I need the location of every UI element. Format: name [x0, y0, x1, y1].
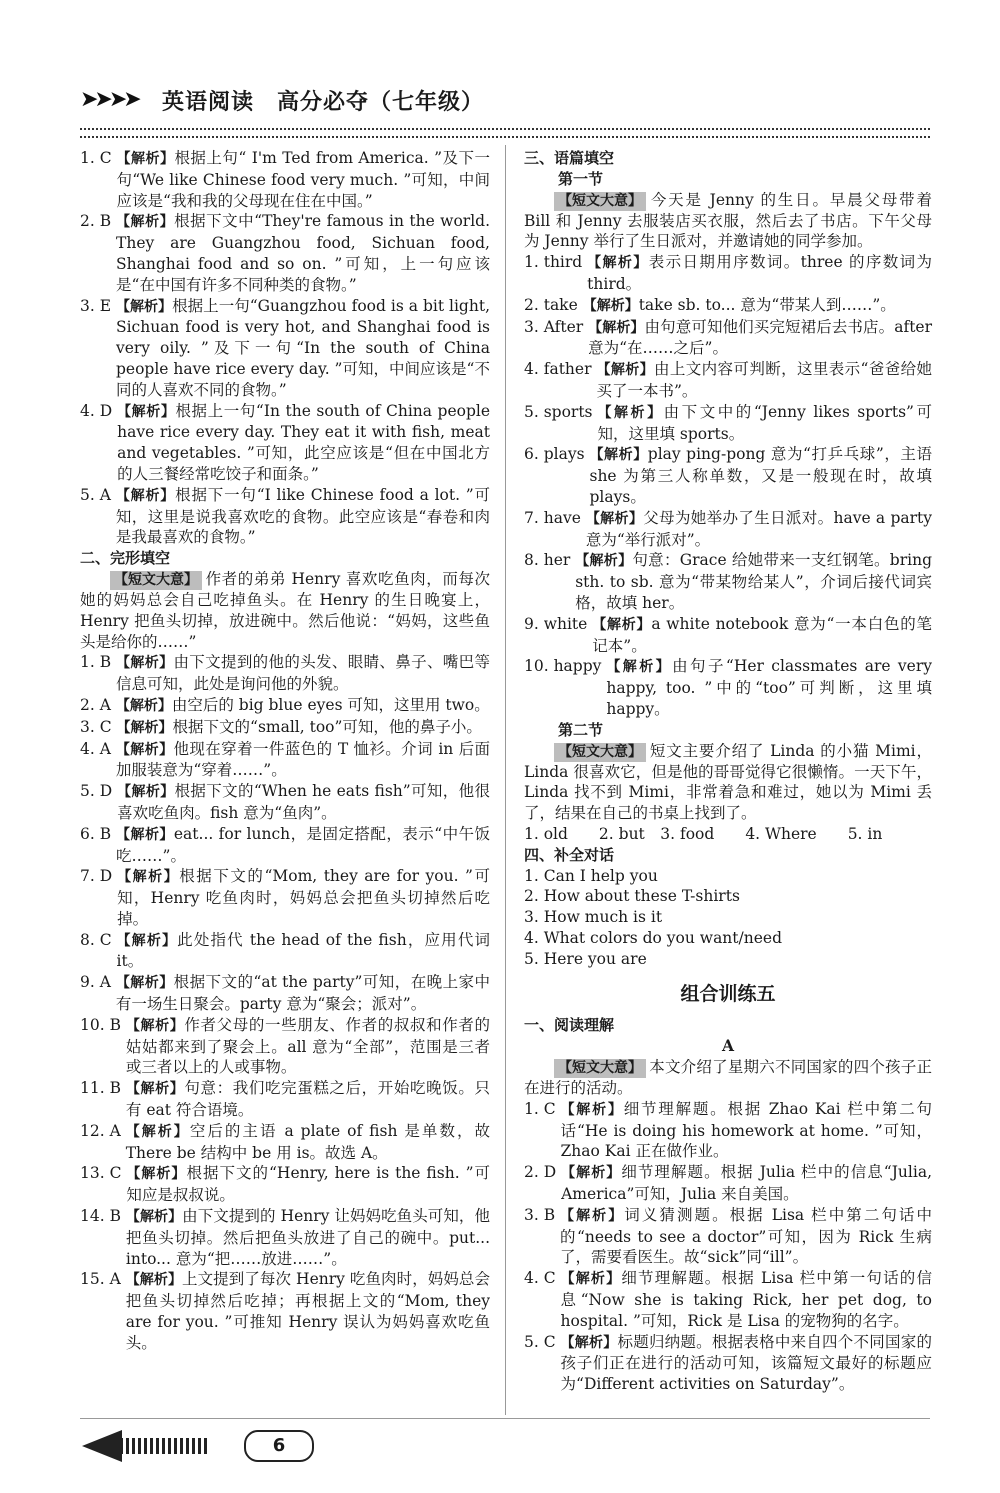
answer-number: 9. A — [80, 973, 111, 992]
answer-item — [524, 317, 932, 360]
book-title: 英语阅读 高分必夺（七年级） — [162, 90, 485, 115]
answer-number: 8. C — [80, 930, 112, 949]
answer-explanation: 【解析】根据下文的“small, too”可知，他的鼻子小。 — [116, 717, 482, 736]
analysis-tag: 【解析】 — [587, 255, 649, 272]
analysis-tag: 【解析】 — [560, 1101, 624, 1118]
answer-number: 3. After — [524, 317, 584, 336]
analysis-tag: 【解析】 — [126, 1166, 187, 1183]
answer-item — [524, 295, 932, 317]
answer-number: 3. C — [80, 717, 112, 736]
answer-item — [524, 1332, 932, 1395]
analysis-tag: 【解析】 — [561, 1165, 622, 1182]
answer-number: 6. B — [80, 824, 112, 843]
summary-badge: 【短文大意】 — [110, 571, 202, 590]
answer-number: 1. C — [524, 1099, 556, 1118]
answer-explanation: 【解析】由下文提到的 Henry 让妈妈吃鱼头可知，他把鱼头切掉。然后把鱼头放进了自己的碗中。put... into... 意为“把……放进……”。 — [125, 1207, 490, 1268]
answer-explanation: 【解析】由下文提到的他的头发、眼睛、鼻子、嘴巴等信息可知，此处是询问他的外貌。 — [116, 653, 490, 694]
footer-rule — [80, 1418, 930, 1419]
analysis-tag: 【解析】 — [116, 151, 175, 167]
page-footer — [80, 1418, 940, 1478]
section-title-cloze: 二、完形填空 — [80, 549, 171, 568]
reading-summary — [524, 1057, 932, 1099]
answer-item — [524, 444, 932, 507]
answer-explanation: 【解析】细节理解题。根据 Lisa 栏中第一句话的信息“Now she is taking Rick, her pet dog, to hospital. ”可知，Rick 是 Lisa 的宠物狗的名字。 — [560, 1269, 932, 1330]
answer-explanation: 【解析】作者父母的一些朋友、作者的叔叔和作者的姑姑都来到了聚会上。all 意为“全部”，范围是三者或三者以上的人或事物。 — [125, 1015, 490, 1077]
answer-number: 2. take — [524, 295, 578, 314]
answer-explanation: 【解析】eat... for lunch，是固定搭配，表示“中午饭吃……”。 — [116, 824, 490, 865]
answer-number: 4. D — [80, 401, 113, 420]
analysis-tag: 【解析】 — [115, 741, 174, 758]
analysis-tag: 【解析】 — [589, 447, 648, 464]
answer-explanation: 【解析】句意：Grace 给她带来一支红钢笔。bring sth. to sb. 意为“带某物给某人”，介词后接代词宾格，故填 her。 — [575, 551, 932, 612]
answer-number: 5. sports — [524, 402, 593, 421]
analysis-tag: 【解析】 — [115, 697, 172, 714]
answer-number: 5. C — [524, 1332, 556, 1351]
group-title: 组合训练五 — [680, 983, 776, 1006]
answer-number: 7. D — [80, 867, 113, 886]
answer-number: 1. third — [524, 253, 583, 272]
cloze-answers — [80, 652, 490, 1353]
column-divider — [505, 145, 506, 1415]
answer-explanation: 【解析】根据上句“ I'm Ted from America. ”及下一句“We like Chinese food very much. ”可知，中间应该是“我和我的父母现在住在中国。” — [116, 149, 490, 210]
answer-number: 14. B — [80, 1207, 121, 1226]
answer-item — [80, 1121, 490, 1164]
analysis-tag: 【解析】 — [575, 553, 633, 570]
answer-explanation: 【解析】根据下文的“Henry, here is the fish. ”可知应是叔叔说。 — [126, 1164, 491, 1205]
answer-item — [80, 1269, 490, 1353]
analysis-tag: 【解析】 — [116, 655, 174, 672]
right-column — [524, 148, 932, 1395]
section-title-dialogue: 四、补全对话 — [524, 845, 615, 864]
answer-number: 2. D — [524, 1163, 557, 1182]
answer-number: 1. B — [80, 653, 112, 672]
analysis-tag: 【解析】 — [117, 784, 175, 801]
reading-answers-5 — [524, 1099, 932, 1395]
answer-number: 15. A — [80, 1270, 121, 1289]
answer-number: 11. B — [80, 1079, 121, 1098]
subsection-title-1: 第一节 — [558, 169, 604, 188]
reading-answers — [80, 148, 490, 548]
answer-item — [524, 1099, 932, 1162]
answer-explanation: 【解析】表示日期用序数词。three 的序数词为 third。 — [587, 253, 932, 293]
dialogue-answers — [524, 866, 932, 970]
section-title-reading: 一、阅读理解 — [524, 1016, 615, 1035]
analysis-tag: 【解析】 — [116, 932, 178, 949]
answer-explanation: 【解析】空后的主语 a plate of fish 是单数，故 There be 结构中 be 用 is。故选 A。 — [125, 1121, 490, 1162]
page-header — [80, 88, 940, 138]
dialogue-line: 5. Here you are — [524, 949, 647, 968]
answer-item — [80, 972, 490, 1015]
analysis-tag: 【解析】 — [117, 403, 176, 420]
cloze-summary — [80, 569, 490, 652]
answer-item — [80, 695, 490, 717]
answer-explanation: 【解析】根据下文中“They're famous in the world. They are Guangzhou food, Sichuan food, Shanghai food and so on. ”可知，上一句应该是“在中国有许多不同种类的食物。” — [116, 212, 491, 294]
analysis-tag: 【解析】 — [606, 659, 673, 676]
answer-explanation: 【解析】a white notebook 意为“一本白色的笔记本”。 — [592, 614, 932, 655]
answer-explanation: 【解析】他现在穿着一件蓝色的 T 恤衫。介词 in 后面加服装意为“穿着……”。 — [115, 739, 490, 780]
answer-explanation: 【解析】细节理解题。根据 Julia 栏中的信息“Julia, America”可知，Julia 来自美国。 — [561, 1163, 932, 1204]
summary-text: 短文主要介绍了 Linda 的小猫 Mimi，Linda 很喜欢它，但是他的哥哥觉得它很懒惰。一天下午，Linda 找不到 Mimi，非常着急和难过，她以为 Mimi 丢了，结果在自己的书桌上找到了。 — [524, 741, 932, 823]
passage-fill-answers — [524, 252, 932, 720]
answer-item — [80, 296, 490, 401]
answer-number: 13. C — [80, 1164, 122, 1183]
analysis-tag: 【解析】 — [592, 616, 652, 633]
answer-explanation: 【解析】根据上一句“Guangzhou food is a bit light, Sichuan food is very hot, and Shanghai food is very oily. ”及下一句“In the south of China people have rice every day. ”可知，中间应该是“不同的人喜欢不同的食物。” — [115, 296, 490, 399]
dialogue-line: 1. Can I help you — [524, 866, 658, 885]
answer-explanation: 【解析】根据下文的“at the party”可知，在晚上家中有一场生日聚会。party 意为“聚会；派对”。 — [115, 973, 490, 1014]
analysis-tag: 【解析】 — [560, 1207, 625, 1224]
answer-number: 5. D — [80, 782, 113, 801]
answer-number: 4. father — [524, 360, 592, 379]
passage-letter: A — [721, 1036, 735, 1056]
answer-number: 4. C — [524, 1269, 556, 1288]
answer-item — [524, 402, 932, 445]
analysis-tag: 【解析】 — [596, 362, 654, 379]
header-rule — [80, 128, 930, 138]
answer-item — [80, 866, 490, 929]
analysis-tag: 【解析】 — [125, 1081, 185, 1098]
analysis-tag: 【解析】 — [116, 826, 174, 843]
arrow-decoration-icon: ➤➤➤➤ — [80, 87, 138, 112]
analysis-tag: 【解析】 — [115, 298, 173, 315]
summary-text: 今天是 Jenny 的生日。早晨父母带着 Bill 和 Jenny 去服装店买衣服，然后去了书店。下午父母为 Jenny 举行了生日派对，并邀请她的同学参加。 — [524, 190, 932, 251]
answer-explanation: 【解析】上文提到了每次 Henry 吃鱼肉时，妈妈总会把鱼头切掉然后吃掉；再根据上文的“Mom, they are for you. ”可推知 Henry 误认为妈妈喜欢吃鱼头。 — [125, 1270, 491, 1352]
analysis-tag: 【解析】 — [588, 319, 645, 336]
analysis-tag: 【解析】 — [597, 404, 664, 421]
answer-number: 10. happy — [524, 657, 602, 676]
left-arrow-icon — [82, 1430, 122, 1462]
answer-item — [80, 652, 490, 695]
answer-explanation: 【解析】take sb. to... 意为“带某人到……”。 — [582, 295, 896, 314]
analysis-tag: 【解析】 — [560, 1334, 618, 1351]
answer-item — [524, 614, 932, 657]
answer-explanation: 【解析】根据下文的“When he eats fish”可知，他很喜欢吃鱼肉。fish 意为“鱼肉”。 — [117, 782, 490, 822]
analysis-tag: 【解析】 — [116, 214, 175, 231]
answer-number: 6. plays — [524, 445, 585, 464]
analysis-tag: 【解析】 — [116, 719, 173, 736]
answer-explanation: 【解析】由句子“Her classmates are very happy, too. ”中的“too”可判断，这里填 happy。 — [606, 657, 933, 718]
answer-number: 5. A — [80, 485, 111, 504]
dialogue-line: 2. How about these T-shirts — [524, 887, 740, 906]
summary-badge: 【短文大意】 — [554, 743, 646, 762]
answer-number: 7. have — [524, 508, 581, 527]
answer-explanation: 【解析】play ping-pong 意为“打乒乓球”，主语 she 为第三人称单数，又是一般现在时，故填 plays。 — [589, 445, 932, 506]
answer-item — [80, 1015, 490, 1078]
passage-fill-answers-2: 1. old 2. but 3. food 4. Where 5. in — [524, 824, 883, 843]
answer-item — [80, 717, 490, 739]
analysis-tag: 【解析】 — [125, 1017, 185, 1034]
answer-item — [80, 1078, 490, 1121]
answer-item — [80, 211, 490, 295]
answer-explanation: 【解析】此处指代 the head of the fish，应用代词 it。 — [116, 930, 490, 971]
analysis-tag: 【解析】 — [582, 297, 639, 314]
analysis-tag: 【解析】 — [125, 1123, 190, 1140]
answer-explanation: 【解析】根据下一句“I like Chinese food a lot. ”可知，这里是说我喜欢吃的食物。此空应该是“春卷和肉是我最喜欢的食物。” — [115, 485, 491, 547]
analysis-tag: 【解析】 — [585, 510, 644, 527]
answer-item — [524, 1268, 932, 1331]
answer-item — [524, 1205, 932, 1268]
answer-item — [80, 824, 490, 867]
answer-explanation: 【解析】由句意可知他们买完短裙后去书店。after 意为“在……之后”。 — [588, 317, 932, 358]
answer-item — [80, 739, 490, 782]
answer-item — [80, 401, 490, 485]
answer-item — [80, 781, 490, 824]
answer-item — [80, 1163, 490, 1206]
summary-badge: 【短文大意】 — [554, 192, 646, 211]
answer-number: 10. B — [80, 1015, 121, 1034]
dialogue-line: 4. What colors do you want/need — [524, 928, 782, 947]
answer-item — [80, 930, 490, 973]
answer-explanation: 【解析】根据下文的“Mom, they are for you. ”可知，Henry 吃鱼肉时，妈妈总会把鱼头切掉然后吃掉。 — [117, 867, 490, 928]
page-number: 6 — [244, 1430, 314, 1462]
answer-explanation: 【解析】句意：我们吃完蛋糕之后，开始吃晚饭。只有 eat 符合语境。 — [125, 1079, 490, 1120]
answer-item — [524, 359, 932, 402]
answer-number: 9. white — [524, 614, 588, 633]
answer-number: 2. A — [80, 695, 111, 714]
answer-explanation: 【解析】由上文内容可判断，这里表示“爸爸给她买了一本书”。 — [596, 360, 933, 400]
answer-item — [524, 1162, 932, 1205]
left-column — [80, 148, 490, 1354]
dialogue-line: 3. How much is it — [524, 908, 663, 927]
analysis-tag: 【解析】 — [125, 1209, 183, 1226]
answer-item — [80, 148, 490, 211]
answer-explanation: 【解析】由空后的 big blue eyes 可知，这里用 two。 — [115, 695, 490, 714]
answer-item — [524, 508, 932, 551]
answer-explanation: 【解析】细节理解题。根据 Zhao Kai 栏中第二句话“He is doing his homework at home. ”可知，Zhao Kai 正在做作业。 — [560, 1099, 933, 1161]
answer-item — [80, 485, 490, 548]
passage-summary-2 — [524, 741, 932, 824]
answer-item — [80, 1206, 490, 1269]
analysis-tag: 【解析】 — [117, 869, 180, 886]
answer-number: 2. B — [80, 212, 112, 231]
summary-text: 作者的弟弟 Henry 喜欢吃鱼肉，而每次她的妈妈总会自己吃掉鱼头。在 Henry 的生日晚宴上，Henry 把鱼头切掉，放进碗中。然后他说：“妈妈，这些鱼头是给你的……” — [80, 569, 490, 651]
answer-explanation: 【解析】根据上一句“In the south of China people have rice every day. They eat it with fish, meat and vegetables. ”可知，此空应该是“但在中国北方的人三餐经常吃饺子和面条。” — [117, 401, 490, 483]
answer-explanation: 【解析】标题归纳题。根据表格中来自四个不同国家的孩子们正在进行的活动可知，该篇短文最好的标题应为“Different activities on Saturday”。 — [560, 1332, 932, 1394]
subsection-title-2: 第二节 — [558, 720, 604, 739]
analysis-tag: 【解析】 — [560, 1271, 622, 1288]
answer-number: 3. E — [80, 296, 112, 315]
passage-summary-1 — [524, 190, 932, 253]
analysis-tag: 【解析】 — [115, 487, 176, 504]
analysis-tag: 【解析】 — [125, 1272, 183, 1289]
answer-explanation: 【解析】父母为她举办了生日派对。have a party 意为“举行派对”。 — [585, 508, 932, 549]
answer-explanation: 【解析】词义猜测题。根据 Lisa 栏中第二句话中的“needs to see a doctor”可知，因为 Rick 生病了，需要看医生。故“sick”同“ill”。 — [560, 1205, 932, 1267]
answer-number: 4. A — [80, 739, 111, 758]
arrow-shaft-icon — [120, 1438, 210, 1454]
answer-number: 3. B — [524, 1205, 556, 1224]
analysis-tag: 【解析】 — [115, 975, 174, 992]
summary-badge: 【短文大意】 — [554, 1059, 646, 1078]
answer-number: 1. C — [80, 149, 112, 167]
answer-number: 8. her — [524, 551, 571, 570]
summary-text: 本文介绍了星期六不同国家的四个孩子正在进行的活动。 — [524, 1058, 932, 1098]
section-title-passage-fill: 三、语篇填空 — [524, 149, 615, 167]
answer-item — [524, 550, 932, 613]
answer-explanation: 【解析】由下文中的“Jenny likes sports”可知，这里填 sports。 — [597, 402, 933, 443]
answer-item — [524, 252, 932, 295]
answer-item — [524, 656, 932, 719]
answer-number: 12. A — [80, 1121, 121, 1140]
